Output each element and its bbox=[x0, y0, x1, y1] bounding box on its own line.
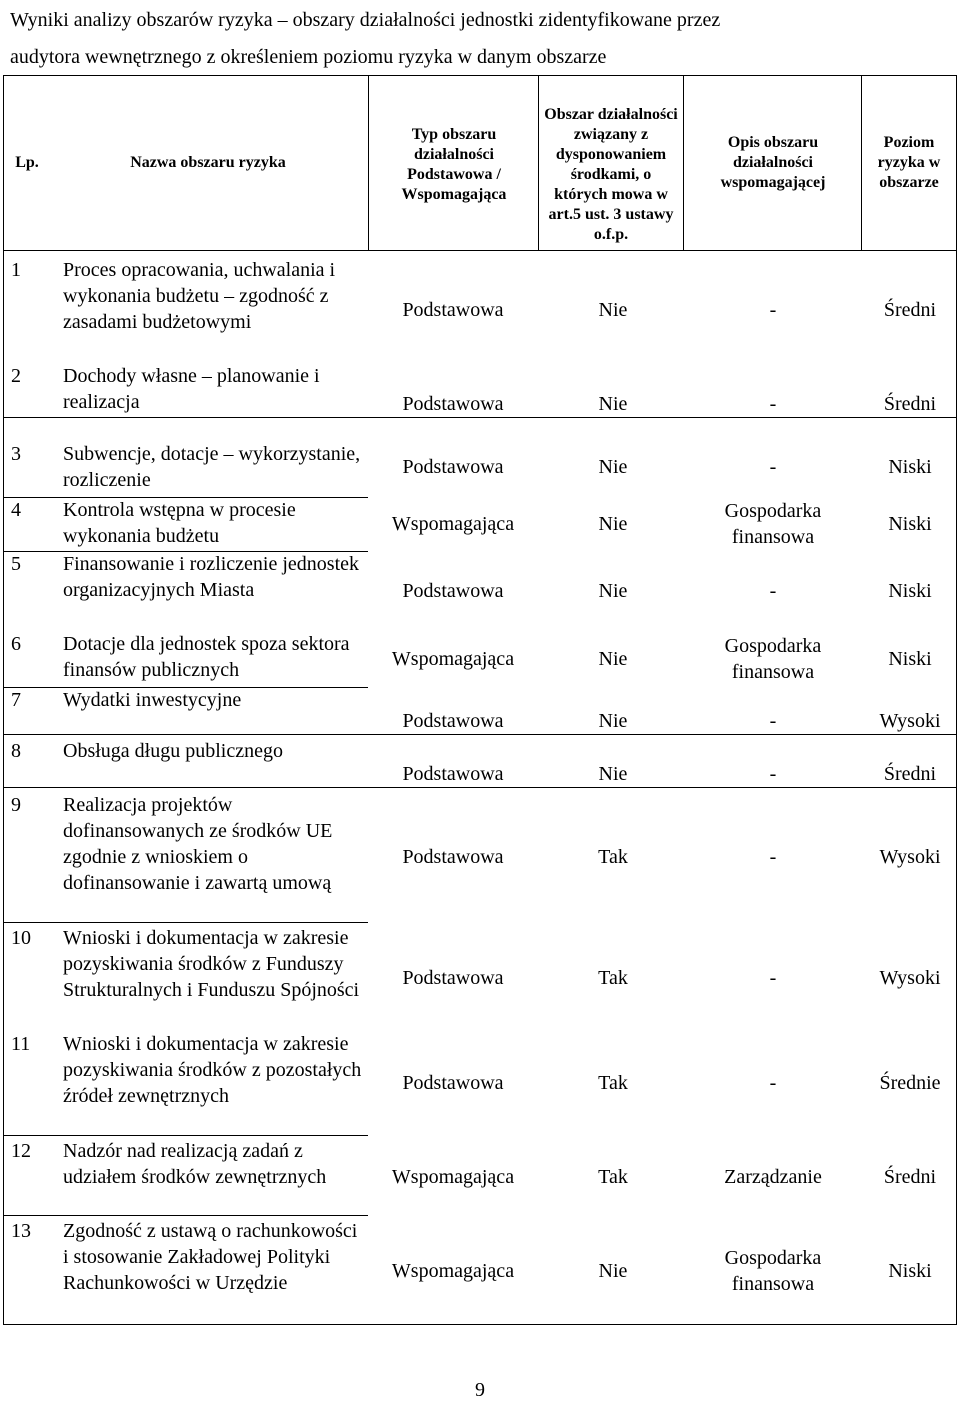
row-name: Dochody własne – planowanie i realizacja bbox=[63, 365, 320, 413]
risk-table bbox=[3, 75, 957, 1325]
row-lp: 6 bbox=[11, 633, 21, 655]
row-level: Niski bbox=[888, 1260, 932, 1282]
row-fund: Tak bbox=[598, 1072, 628, 1094]
row-name: Subwencje, dotacje – wykorzystanie, rozliczenie bbox=[63, 443, 361, 491]
row-name: Wnioski i dokumentacja w zakresie pozyskiwania środków z pozostałych źródeł zewnętrznych bbox=[63, 1033, 362, 1107]
table-row bbox=[3, 792, 957, 922]
header-opis: Opis obszaru działalności wspomagającej bbox=[720, 133, 826, 191]
row-lp: 12 bbox=[11, 1140, 31, 1162]
row-fund: Tak bbox=[598, 967, 628, 989]
row-name: Nadzór nad realizacją zadań z udziałem środków zewnętrznych bbox=[63, 1140, 327, 1188]
row-level: Wysoki bbox=[879, 710, 941, 732]
row-typ: Wspomagająca bbox=[391, 513, 515, 535]
row-opis: - bbox=[769, 1072, 777, 1094]
table-row bbox=[3, 363, 957, 417]
row-lp: 1 bbox=[11, 259, 21, 281]
table-row bbox=[3, 1138, 957, 1215]
row-level: Średni bbox=[883, 763, 937, 785]
row-lp: 5 bbox=[11, 553, 21, 575]
row-lp: 7 bbox=[11, 689, 21, 711]
row-opis: Gospodarka finansowa bbox=[724, 1247, 822, 1295]
row-name: Kontrola wstępna w procesie wykonania budżetu bbox=[63, 499, 296, 547]
page-number: 9 bbox=[475, 1379, 485, 1401]
row-fund: Nie bbox=[598, 580, 628, 602]
row-lp: 10 bbox=[11, 927, 31, 949]
row-fund: Nie bbox=[598, 648, 628, 670]
header-lp: Lp. bbox=[15, 153, 39, 171]
row-level: Wysoki bbox=[879, 846, 941, 868]
row-fund: Nie bbox=[598, 710, 628, 732]
row-name: Dotacje dla jednostek spoza sektora finansów publicznych bbox=[63, 633, 350, 681]
row-opis: - bbox=[769, 393, 777, 415]
table-row bbox=[3, 925, 957, 1031]
row-fund: Tak bbox=[598, 846, 628, 868]
row-level: Średni bbox=[883, 1165, 937, 1188]
row-level: Niski bbox=[888, 456, 932, 478]
row-typ: Wspomagająca bbox=[391, 1165, 515, 1188]
row-opis: - bbox=[769, 846, 777, 868]
table-row bbox=[3, 1218, 957, 1324]
row-name: Wydatki inwestycyjne bbox=[63, 689, 242, 711]
row-lp: 13 bbox=[11, 1220, 31, 1242]
header-fund: Obszar działalności związany z dysponowaniem środkami, o których mowa w art.5 ust. 3 ustawy o.f.p. bbox=[544, 105, 678, 243]
row-level: Średni bbox=[883, 299, 937, 321]
row-name: Wnioski i dokumentacja w zakresie pozyskiwania środków z Funduszy Strukturalnych i Funduszu Spójności bbox=[63, 927, 360, 1001]
heading-line-1: Wyniki analizy obszarów ryzyka – obszary działalności jednostki zidentyfikowane przez bbox=[10, 9, 721, 31]
row-level: Wysoki bbox=[879, 967, 941, 989]
table-row bbox=[3, 257, 957, 363]
row-level: Średni bbox=[883, 393, 937, 415]
table-row bbox=[3, 441, 957, 493]
row-lp: 8 bbox=[11, 740, 21, 762]
row-opis: - bbox=[769, 580, 777, 602]
row-name: Zgodność z ustawą o rachunkowości i stosowanie Zakładowej Polityki Rachunkowości w Urzędzie bbox=[63, 1220, 358, 1294]
table-row bbox=[3, 551, 957, 631]
row-opis: - bbox=[769, 710, 777, 732]
row-level: Niski bbox=[888, 580, 932, 602]
row-name: Finansowanie i rozliczenie jednostek organizacyjnych Miasta bbox=[63, 553, 360, 601]
row-fund: Nie bbox=[598, 763, 628, 785]
header-typ: Typ obszaru działalności Podstawowa / Wspomagająca bbox=[401, 125, 507, 203]
row-opis: Zarządzanie bbox=[724, 1165, 822, 1188]
row-typ: Podstawowa bbox=[402, 299, 504, 321]
row-typ: Wspomagająca bbox=[391, 1260, 515, 1282]
row-opis: - bbox=[769, 967, 777, 989]
row-fund: Nie bbox=[598, 1260, 628, 1282]
row-typ: Podstawowa bbox=[402, 393, 504, 415]
row-lp: 11 bbox=[11, 1033, 31, 1055]
row-typ: Podstawowa bbox=[402, 710, 504, 732]
heading-line-2: audytora wewnętrznego z określeniem poziomu ryzyka w danym obszarze bbox=[10, 46, 607, 68]
row-lp: 4 bbox=[11, 499, 21, 521]
row-opis: - bbox=[769, 299, 777, 321]
row-fund: Nie bbox=[598, 393, 628, 415]
document-heading bbox=[10, 2, 950, 76]
row-fund: Tak bbox=[598, 1165, 628, 1188]
row-lp: 3 bbox=[11, 443, 21, 465]
row-fund: Nie bbox=[598, 456, 628, 478]
row-lp: 9 bbox=[11, 794, 21, 816]
row-name: Proces opracowania, uchwalania i wykonania budżetu – zgodność z zasadami budżetowymi bbox=[63, 259, 336, 333]
row-opis: Gospodarka finansowa bbox=[724, 635, 822, 683]
row-level: Niski bbox=[888, 648, 932, 670]
row-typ: Podstawowa bbox=[402, 1072, 504, 1094]
row-level: Niski bbox=[888, 513, 932, 535]
table-row bbox=[3, 687, 957, 734]
row-typ: Podstawowa bbox=[402, 763, 504, 785]
table-row bbox=[3, 497, 957, 551]
row-fund: Nie bbox=[598, 513, 628, 535]
row-level: Średnie bbox=[879, 1072, 941, 1094]
row-fund: Nie bbox=[598, 299, 628, 321]
row-opis: - bbox=[769, 763, 777, 785]
row-lp: 2 bbox=[11, 365, 21, 387]
row-typ: Podstawowa bbox=[402, 846, 504, 868]
row-typ: Podstawowa bbox=[402, 456, 504, 478]
header-name: Nazwa obszaru ryzyka bbox=[130, 153, 286, 171]
row-typ: Podstawowa bbox=[402, 967, 504, 989]
table-row bbox=[3, 631, 957, 687]
table-row bbox=[3, 1031, 957, 1135]
row-name: Realizacja projektów dofinansowanych ze środków UE zgodnie z wnioskiem o dofinansowanie i zawartą umową bbox=[63, 794, 333, 894]
table-row bbox=[3, 738, 957, 787]
row-typ: Wspomagająca bbox=[391, 648, 515, 670]
header-level: Poziom ryzyka w obszarze bbox=[877, 133, 941, 191]
row-opis: - bbox=[769, 456, 777, 478]
row-typ: Podstawowa bbox=[402, 580, 504, 602]
row-opis: Gospodarka finansowa bbox=[724, 500, 822, 548]
row-name: Obsługa długu publicznego bbox=[63, 740, 283, 762]
